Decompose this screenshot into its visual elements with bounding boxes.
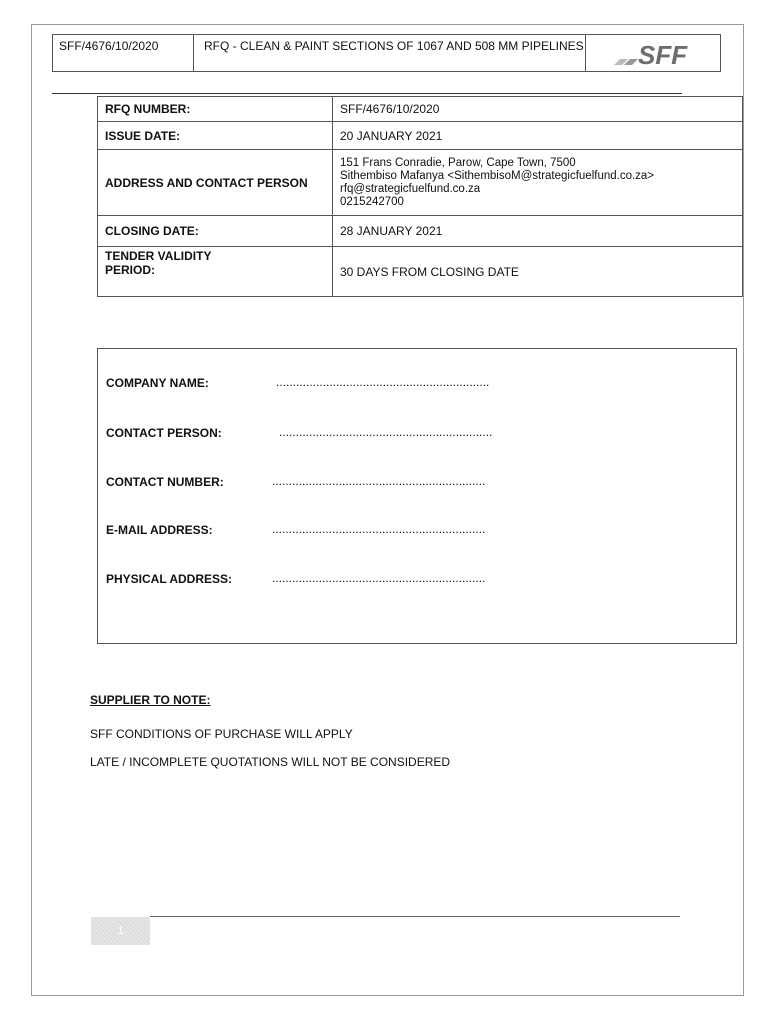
issue-date-label: ISSUE DATE: [98, 122, 333, 150]
note-line: LATE / INCOMPLETE QUOTATIONS WILL NOT BE CONSIDERED [90, 755, 451, 769]
table-row [98, 216, 743, 247]
address-value [333, 150, 743, 216]
table-row [98, 122, 743, 150]
phone-line: 0215242700 [340, 195, 404, 208]
issue-date-value: 20 JANUARY 2021 [333, 122, 743, 150]
email-address-label: E-MAIL ADDRESS: [106, 523, 213, 537]
contact-number-label: CONTACT NUMBER: [106, 475, 224, 489]
address-label: ADDRESS AND CONTACT PERSON [98, 150, 333, 216]
rfq-number-value: SFF/4676/10/2020 [333, 97, 743, 122]
email-address-field[interactable]: ................................................................ [272, 522, 486, 536]
contact-person-line: Sithembiso Mafanya <SithembisoM@strategicfuelfund.co.za> [340, 169, 655, 182]
validity-label [98, 247, 333, 297]
physical-address-field[interactable]: ................................................................ [272, 571, 486, 585]
rfq-info-table [97, 96, 743, 297]
company-name-label: COMPANY NAME: [106, 376, 209, 390]
table-row [98, 247, 743, 297]
contact-number-field[interactable]: ................................................................ [272, 474, 486, 488]
header-divider [52, 93, 682, 94]
sff-logo [586, 35, 720, 71]
page-number: 1 [91, 917, 150, 945]
header-reference: SFF/4676/10/2020 [53, 35, 194, 71]
closing-date-value: 28 JANUARY 2021 [333, 216, 743, 247]
note-line: SFF CONDITIONS OF PURCHASE WILL APPLY [90, 727, 353, 741]
table-row [98, 97, 743, 122]
physical-address-label: PHYSICAL ADDRESS: [106, 572, 233, 586]
company-details-box [97, 348, 737, 644]
rfq-email-line: rfq@strategicfuelfund.co.za [340, 182, 481, 195]
logo-text: SFF [638, 40, 688, 67]
header-title: RFQ - CLEAN & PAINT SECTIONS OF 1067 AND 508 MM PIPELINES [194, 35, 586, 71]
supplier-note-heading: SUPPLIER TO NOTE: [90, 693, 211, 707]
rfq-number-label: RFQ NUMBER: [98, 97, 333, 122]
address-line: 151 Frans Conradie, Parow, Cape Town, 7500 [340, 156, 576, 169]
sff-logo-icon [608, 39, 698, 67]
contact-person-field[interactable]: ................................................................ [279, 425, 493, 439]
table-row [98, 150, 743, 216]
validity-label-line: TENDER VALIDITY [105, 249, 212, 263]
document-header [52, 34, 721, 72]
footer-divider [150, 916, 680, 917]
company-name-field[interactable]: ................................................................ [276, 375, 490, 389]
closing-date-label: CLOSING DATE: [98, 216, 333, 247]
contact-person-label: CONTACT PERSON: [106, 426, 222, 440]
validity-value: 30 DAYS FROM CLOSING DATE [333, 247, 743, 297]
validity-label-line: PERIOD: [105, 263, 156, 277]
